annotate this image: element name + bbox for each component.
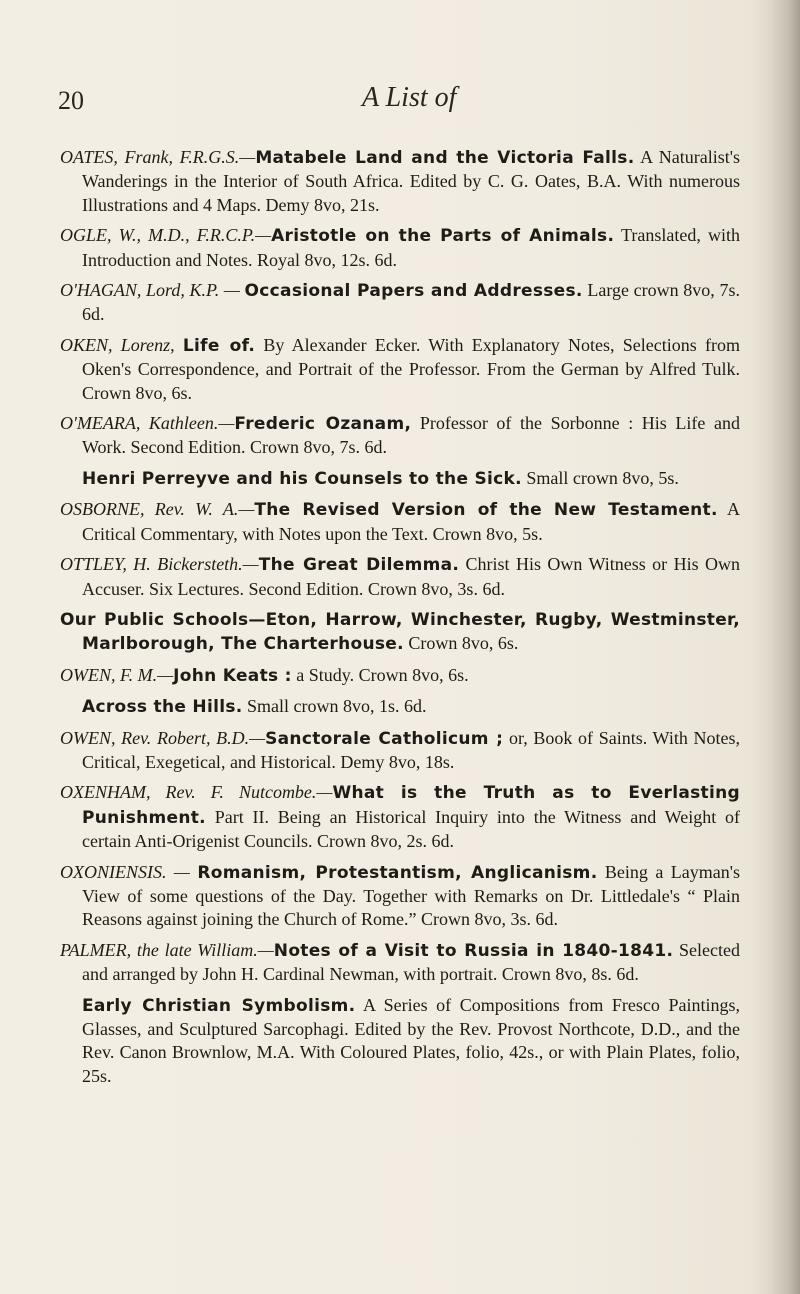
entry-title: Frederic Ozanam, <box>234 414 412 435</box>
entry-author: OSBORNE, Rev. W. A.— <box>60 499 255 520</box>
entry-author: OWEN, F. M.— <box>60 664 174 685</box>
entry-description: Part II. Being an Historical Inquiry into the Witness and Weight of certain Anti-Origenist Councils. Crown 8vo, 2s. 6d. <box>82 806 740 852</box>
entry-description: a Study. Crown 8vo, 6s. <box>291 664 469 685</box>
page-number: 20 <box>58 86 84 115</box>
catalogue-entry <box>60 279 740 327</box>
entry-author: OATES, Frank, F.R.G.S.— <box>60 147 256 167</box>
catalogue-entry <box>60 781 740 853</box>
entry-author: O'MEARA, Kathleen.— <box>60 413 235 434</box>
entry-title: Early Christian Symbolism. <box>82 995 356 1016</box>
catalogue-entry <box>60 498 740 546</box>
page-header <box>0 80 800 120</box>
entry-author: OGLE, W., M.D., F.R.C.P.— <box>60 225 272 246</box>
catalogue-entries <box>60 146 740 1095</box>
entry-description: Being a Layman's View of some questions of the Day. Together with Remarks on Dr. Littledale's “ Plain Reasons against joining the Church of Rome.” Crown 8vo, 3s. 6d. <box>82 861 740 930</box>
entry-description: or, Book of Saints. With Notes, Critical, Exegetical, and Historical. Demy 8vo, 18s. <box>82 727 740 772</box>
entry-title: Notes of a Visit to Russia in 1840-1841. <box>273 940 674 961</box>
entry-title: The Revised Version of the New Testament. <box>254 500 718 521</box>
catalogue-entry <box>60 939 740 987</box>
entry-author: O'HAGAN, Lord, K.P. — <box>60 280 245 301</box>
entry-description: A Critical Commentary, with Notes upon the Text. Crown 8vo, 5s. <box>82 499 740 544</box>
catalogue-entry <box>60 146 740 217</box>
running-title: A List of <box>362 82 457 113</box>
entry-description: By Alexander Ecker. With Explanatory Notes, Selections from Oken's Correspondence, and Portrait of the Professor. From the German by Alfred Tulk. Crown 8vo, 6s. <box>82 334 740 403</box>
entry-author: OWEN, Rev. Robert, B.D.— <box>60 727 266 748</box>
entry-description: A Series of Compositions from Fresco Paintings, Glasses, and Sculptured Sarcophagi. Edited by the Rev. Provost Northcote, D.D., and the Rev. Canon Brownlow, M.A. With Coloured Plates, folio, 42s., or with Plain Plates, folio, 25s. <box>82 994 740 1086</box>
page-edge-shadow <box>770 0 800 1294</box>
catalogue-entry <box>60 334 740 405</box>
entry-title: Our Public Schools—Eton, Harrow, Winchester, Rugby, Westminster, Marlborough, The Charterhouse. <box>60 609 740 655</box>
entry-title: The Great Dilemma. <box>258 555 460 576</box>
entry-description: A Naturalist's Wanderings in the Interior of South Africa. Edited by C. G. Oates, B.A. With numerous Illustrations and 4 Maps. Demy 8vo, 21s. <box>82 147 740 215</box>
catalogue-entry <box>60 727 740 775</box>
entry-title: Henri Perreyve and his Counsels to the Sick. <box>82 468 522 489</box>
entry-author: OXONIENSIS. — <box>60 861 198 882</box>
entry-description: Translated, with Introduction and Notes. Royal 8vo, 12s. 6d. <box>82 225 740 270</box>
catalogue-entry <box>60 224 740 272</box>
catalogue-entry <box>60 553 740 601</box>
entry-title: What is the Truth as to Everlasting Punishment. <box>82 783 740 828</box>
entry-description: Small crown 8vo, 1s. 6d. <box>242 696 427 717</box>
entry-title: Life of. <box>182 335 256 356</box>
entry-author: OXENHAM, Rev. F. Nutcombe.— <box>60 782 333 803</box>
entry-title: Romanism, Protestantism, Anglicanism. <box>197 862 598 883</box>
entry-title: Matabele Land and the Victoria Falls. <box>255 148 635 168</box>
catalogue-entry <box>60 695 740 719</box>
catalogue-entry <box>60 861 740 932</box>
catalogue-entry <box>60 664 740 688</box>
catalogue-entry <box>60 608 740 657</box>
catalogue-entry <box>60 994 740 1089</box>
entry-author: OKEN, Lorenz, <box>60 334 183 355</box>
entry-description: Christ His Own Witness or His Own Accuser. Six Lectures. Second Edition. Crown 8vo, 3s. 6d. <box>82 554 740 599</box>
entry-description: Large crown 8vo, 7s. 6d. <box>82 280 740 325</box>
entry-title: Sanctorale Catholicum ; <box>265 728 504 749</box>
entry-title: Across the Hills. <box>82 697 243 718</box>
catalogue-entry <box>60 412 740 460</box>
entry-author: PALMER, the late William.— <box>60 939 274 960</box>
catalogue-entry <box>60 467 740 491</box>
entry-author: OTTLEY, H. Bickersteth.— <box>60 554 259 575</box>
entry-description: Small crown 8vo, 5s. <box>521 467 679 488</box>
entry-title: Aristotle on the Parts of Animals. <box>271 226 615 247</box>
entry-title: Occasional Papers and Addresses. <box>244 281 583 302</box>
entry-title: John Keats : <box>173 665 292 686</box>
entry-description: Selected and arranged by John H. Cardinal Newman, with portrait. Crown 8vo, 8s. 6d. <box>82 939 740 985</box>
entry-description: Professor of the Sorbonne : His Life and Work. Second Edition. Crown 8vo, 7s. 6d. <box>82 413 740 458</box>
entry-description: Crown 8vo, 6s. <box>403 633 519 654</box>
